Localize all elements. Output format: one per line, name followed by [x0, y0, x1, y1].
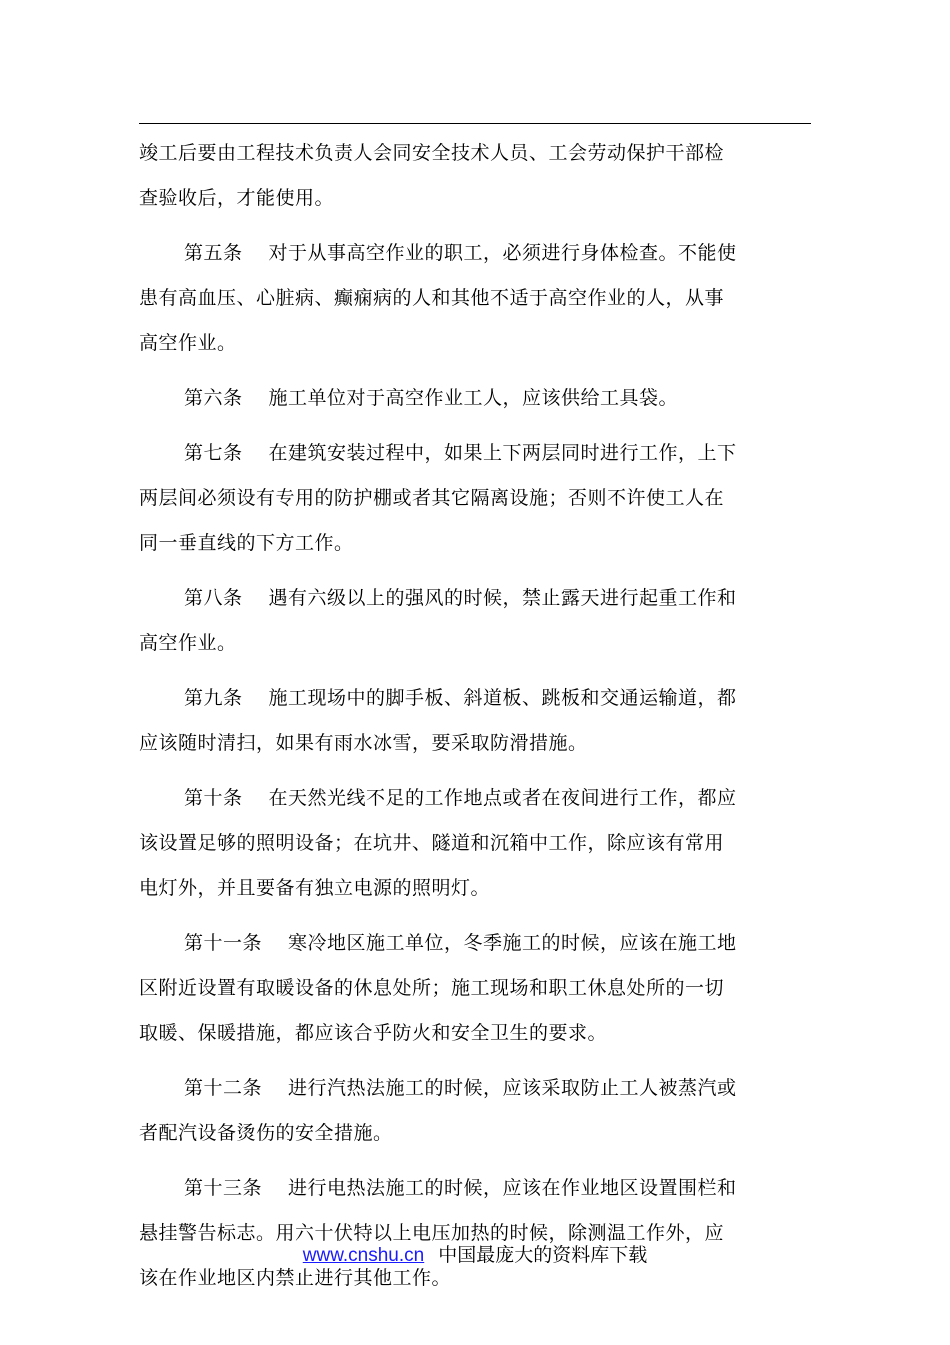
article-6	[139, 376, 785, 421]
article-text: 在天然光线不足的工作地点或者在夜间进行工作，都应	[268, 787, 737, 809]
article-text: 施工单位对于高空作业工人，应该供给工具袋。	[268, 387, 679, 409]
page-footer	[0, 1241, 950, 1270]
article-first-line	[139, 231, 785, 276]
document-body	[139, 131, 785, 1311]
paragraph-line: 同一垂直线的下方工作。	[139, 532, 354, 554]
article-text: 对于从事高空作业的职工，必须进行身体检查。不能使	[268, 242, 737, 264]
article-first-line	[139, 1166, 785, 1211]
article-first-line	[139, 1066, 785, 1111]
article-number: 第六条	[184, 387, 243, 409]
article-13	[139, 1166, 785, 1301]
article-number: 第八条	[184, 587, 243, 609]
article-first-line	[139, 376, 785, 421]
article-number: 第七条	[184, 442, 243, 464]
paragraph-line: 患有高血压、心脏病、癫痫病的人和其他不适于高空作业的人，从事	[139, 287, 725, 309]
paragraph-line: 该设置足够的照明设备；在坑井、隧道和沉箱中工作，除应该有常用	[139, 832, 725, 854]
continuation-paragraph	[139, 131, 785, 221]
article-text: 寒冷地区施工单位，冬季施工的时候，应该在施工地	[288, 932, 737, 954]
header-rule	[139, 123, 811, 124]
article-text: 遇有六级以上的强风的时候，禁止露天进行起重工作和	[268, 587, 737, 609]
article-number: 第十二条	[184, 1077, 263, 1099]
article-9	[139, 676, 785, 766]
paragraph-line: 查验收后，才能使用。	[139, 187, 335, 209]
article-text: 施工现场中的脚手板、斜道板、跳板和交通运输道，都	[268, 687, 737, 709]
paragraph-line: 区附近设置有取暖设备的休息处所；施工现场和职工休息处所的一切	[139, 977, 725, 999]
footer-tagline: 中国最庞大的资料库下载	[438, 1244, 648, 1266]
paragraph-line: 者配汽设备烫伤的安全措施。	[139, 1122, 393, 1144]
article-number: 第十三条	[184, 1177, 263, 1199]
paragraph-line: 两层间必须设有专用的防护棚或者其它隔离设施；否则不许使工人在	[139, 487, 725, 509]
article-text: 进行汽热法施工的时候，应该采取防止工人被蒸汽或	[288, 1077, 737, 1099]
article-number: 第九条	[184, 687, 243, 709]
article-first-line	[139, 676, 785, 721]
article-10	[139, 776, 785, 911]
article-8	[139, 576, 785, 666]
article-first-line	[139, 776, 785, 821]
article-first-line	[139, 921, 785, 966]
paragraph-line: 该在作业地区内禁止进行其他工作。	[139, 1267, 452, 1289]
article-12	[139, 1066, 785, 1156]
paragraph-line: 高空作业。	[139, 632, 237, 654]
article-11	[139, 921, 785, 1056]
paragraph-line: 高空作业。	[139, 332, 237, 354]
article-number: 第十条	[184, 787, 243, 809]
article-5	[139, 231, 785, 366]
article-7	[139, 431, 785, 566]
article-text: 在建筑安装过程中，如果上下两层同时进行工作，上下	[268, 442, 737, 464]
article-text: 进行电热法施工的时候，应该在作业地区设置围栏和	[288, 1177, 737, 1199]
article-first-line	[139, 431, 785, 476]
site-link[interactable]: www.cnshu.cn	[302, 1245, 425, 1266]
paragraph-line: 悬挂警告标志。用六十伏特以上电压加热的时候，除测温工作外，应	[139, 1222, 725, 1244]
paragraph-line: 竣工后要由工程技术负责人会同安全技术人员、工会劳动保护干部检	[139, 142, 725, 164]
article-number: 第十一条	[184, 932, 263, 954]
article-first-line	[139, 576, 785, 621]
paragraph-line: 取暖、保暖措施，都应该合乎防火和安全卫生的要求。	[139, 1022, 608, 1044]
paragraph-line: 应该随时清扫，如果有雨水冰雪，要采取防滑措施。	[139, 732, 588, 754]
article-number: 第五条	[184, 242, 243, 264]
paragraph-line: 电灯外，并且要备有独立电源的照明灯。	[139, 877, 491, 899]
